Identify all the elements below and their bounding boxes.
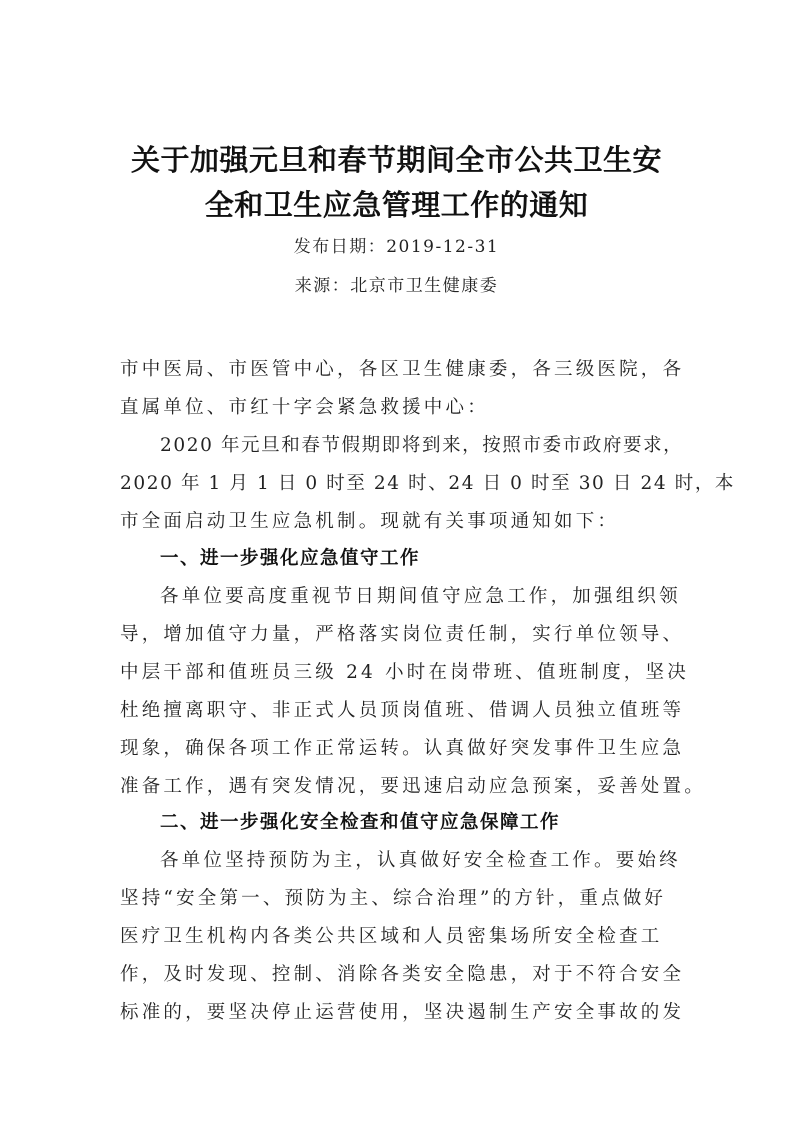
addressee-line-2: 直属单位、市红十字会紧急救援中心： (120, 397, 489, 418)
section-2-heading: 二、进一步强化安全检查和值守应急保障工作 (160, 812, 561, 833)
intro-line-1: 2020 年元旦和春节假期即将到来，按照市委市政府要求， (160, 435, 684, 456)
section-2-line-5: 标准的，要坚决停止运营使用，坚决遏制生产安全事故的发 (120, 1002, 685, 1023)
section-1-heading: 一、进一步强化应急值守工作 (160, 548, 421, 569)
section-2-line-1: 各单位坚持预防为主，认真做好安全检查工作。要始终 (160, 850, 681, 871)
intro-line-2: 2020 年 1 月 1 日 0 时至 24 时、24 日 0 时至 30 日 24 时，本 (120, 473, 736, 494)
section-1-line-1: 各单位要高度重视节日期间值守应急工作，加强组织领 (160, 586, 681, 607)
source: 来源：北京市卫生健康委 (294, 276, 499, 296)
section-2-line-2: 坚持“安全第一、预防为主、综合治理”的方针，重点做好 (120, 888, 667, 909)
section-1-line-4: 杜绝擅离职守、非正式人员顶岗值班、借调人员独立值班等 (120, 700, 685, 721)
section-2-line-4: 作，及时发现、控制、消除各类安全隐患，对于不符合安全 (120, 964, 685, 985)
document-title-line-1: 关于加强元旦和春节期间全市公共卫生安 (130, 143, 662, 177)
section-1-line-6: 准备工作，遇有突发情况，要迅速启动应急预案，妥善处置。 (120, 776, 706, 797)
document-title-line-2: 全和卫生应急管理工作的通知 (204, 188, 589, 222)
section-1-line-5: 现象，确保各项工作正常运转。认真做好突发事件卫生应急 (120, 738, 685, 759)
addressee-line-1: 市中医局、市医管中心，各区卫生健康委，各三级医院，各 (120, 359, 685, 380)
section-1-line-3: 中层干部和值班员三级 24 小时在岗带班、值班制度，坚决 (120, 662, 689, 683)
intro-line-3: 市全面启动卫生应急机制。现就有关事项通知如下： (120, 511, 620, 532)
publish-date: 发布日期：2019-12-31 (293, 237, 500, 257)
section-1-line-2: 导，增加值守力量，严格落实岗位责任制，实行单位领导、 (120, 624, 685, 645)
section-2-line-3: 医疗卫生机构内各类公共区域和人员密集场所安全检查工 (120, 926, 663, 947)
